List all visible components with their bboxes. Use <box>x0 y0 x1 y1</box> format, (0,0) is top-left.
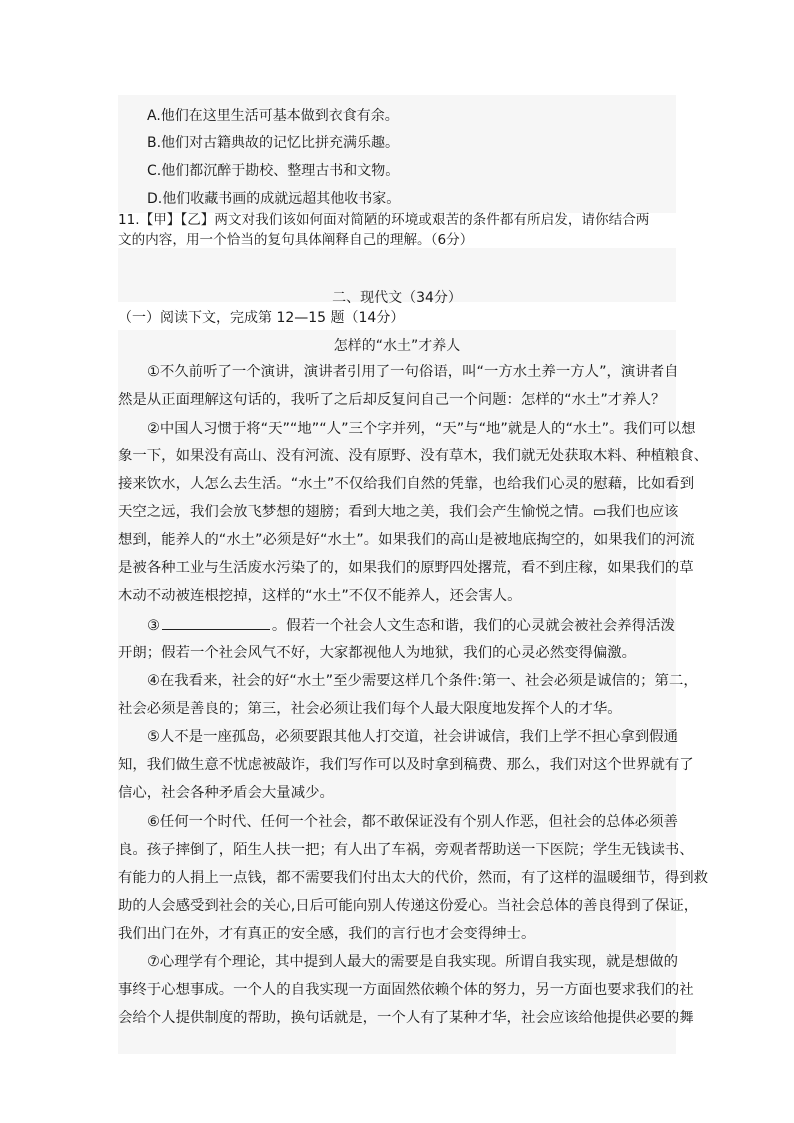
option-c: C.他们都沉醉于勘校、整理古书和文物。 <box>147 163 400 179</box>
paragraph-line: ⑦心理学有个理论，其中提到人最大的需要是自我实现。所谓自我实现，就是想做的 <box>147 954 678 970</box>
paragraph-line: 会给个人提供制度的帮助，换句话就是，一个人有了某种才华，社会应该给他提供必要的舞 <box>118 1010 694 1026</box>
paragraph-number: ③ <box>147 618 160 634</box>
paragraph-line-with-blank <box>147 615 675 636</box>
paragraph-line: 是被各种工业与生活废水污染了的，如果我们的原野四处撂荒，看不到庄稼，如果我们的草 <box>118 560 694 576</box>
option-d: D.他们收藏书画的成就远超其他收书家。 <box>147 191 401 207</box>
paragraph-line: ①不久前听了一个演讲，演讲者引用了一句俗语，叫“一方水土养一方人”，演讲者自 <box>147 364 679 380</box>
paragraph-line: ⑤人不是一座孤岛，必须要跟其他人打交道，社会讲诚信，我们上学不担心拿到假通 <box>147 729 678 745</box>
question-11-line-1: 11.【甲】【乙】两文对我们该如何面对简陋的环境或艰苦的条件都有所启发，请你结合两 <box>118 212 650 228</box>
article-title: 怎样的“水土”才养人 <box>333 338 461 354</box>
subsection-heading: （一）阅读下文，完成第 12—15 题（14分） <box>118 310 405 326</box>
answer-blank[interactable] <box>162 615 270 630</box>
paragraph-line: 助的人会感受到社会的关心,日后可能向别人传递这份爱心。当社会总体的善良得到了保证， <box>118 898 699 914</box>
option-a: A.他们在这里生活可基本做到衣食有余。 <box>147 108 399 124</box>
section-heading: 二、现代文（34分） <box>332 290 462 306</box>
paragraph-line: ⑥任何一个时代、任何一个社会，都不敢保证没有个别人作恶，但社会的总体必须善 <box>147 814 678 830</box>
paragraph-line: ②中国人习惯于将“天”“地”“人”三个字并列，“天”与“地”就是人的“水土”。我们可以想 <box>147 421 696 437</box>
paragraph-text: 。假若一个社会人文生态和谐，我们的心灵就会被社会养得活泼 <box>271 618 675 634</box>
paragraph-line: 然是从正面理解这句话的，我听了之后却反复问自己一个问题：怎样的“水土”才养人？ <box>118 392 666 408</box>
option-b: B.他们对古籍典故的记忆比拼充满乐趣。 <box>147 135 400 151</box>
paragraph-line: 良。孩子摔倒了，陌生人扶一把；有人出了车祸，旁观者帮助送一下医院；学生无钱读书、 <box>118 842 694 858</box>
paragraph-line: 天空之远，我们会放飞梦想的翅膀；看到大地之美，我们会产生愉悦之情。▭我们也应该 <box>118 504 679 520</box>
paragraph-line: 有能力的人捐上一点钱，都不需要我们付出太大的代价，然而，有了这样的温暖细节，得到救 <box>118 870 709 886</box>
paragraph-line: 木动不动被连根挖掉，这样的“水土”不仅不能养人，还会害人。 <box>118 588 522 604</box>
paragraph-line: 事终于心想事成。一个人的自我实现一方面固然依赖个体的努力，另一方面也要求我们的社 <box>118 982 694 998</box>
paragraph-line: 我们出门在外，才有真正的安全感，我们的言行也才会变得绅士。 <box>118 926 536 942</box>
paragraph-line: 社会必须是善良的；第三，社会必须让我们每个人最大限度地发挥个人的才华。 <box>118 701 622 717</box>
paragraph-line: 象一下，如果没有高山、没有河流、没有原野、没有草木，我们就无处获取木料、种植粮食、 <box>118 448 709 464</box>
paragraph-line: 信心，社会各种矛盾会大量减少。 <box>118 785 334 801</box>
paragraph-line: ④在我看来，社会的好“水土”至少需要这样几个条件:第一、社会必须是诚信的；第二， <box>147 673 698 689</box>
question-11-line-2: 文的内容，用一个恰当的复句具体阐释自己的理解。（6分） <box>118 232 474 248</box>
paragraph-line: 知，我们做生意不忧虑被敲诈，我们写作可以及时拿到稿费、那么，我们对这个世界就有了 <box>118 757 694 773</box>
paragraph-line: 想到，能养人的“水土”必须是好“水土”。如果我们的高山是被地底掏空的，如果我们的河流 <box>118 532 695 548</box>
paragraph-line: 开朗；假若一个社会风气不好，大家都视他人为地狱，我们的心灵必然变得偏激。 <box>118 645 637 661</box>
paragraph-line: 接来饮水，人怎么去生活。“水土”不仅给我们自然的凭靠，也给我们心灵的慰藉，比如看到 <box>118 476 695 492</box>
